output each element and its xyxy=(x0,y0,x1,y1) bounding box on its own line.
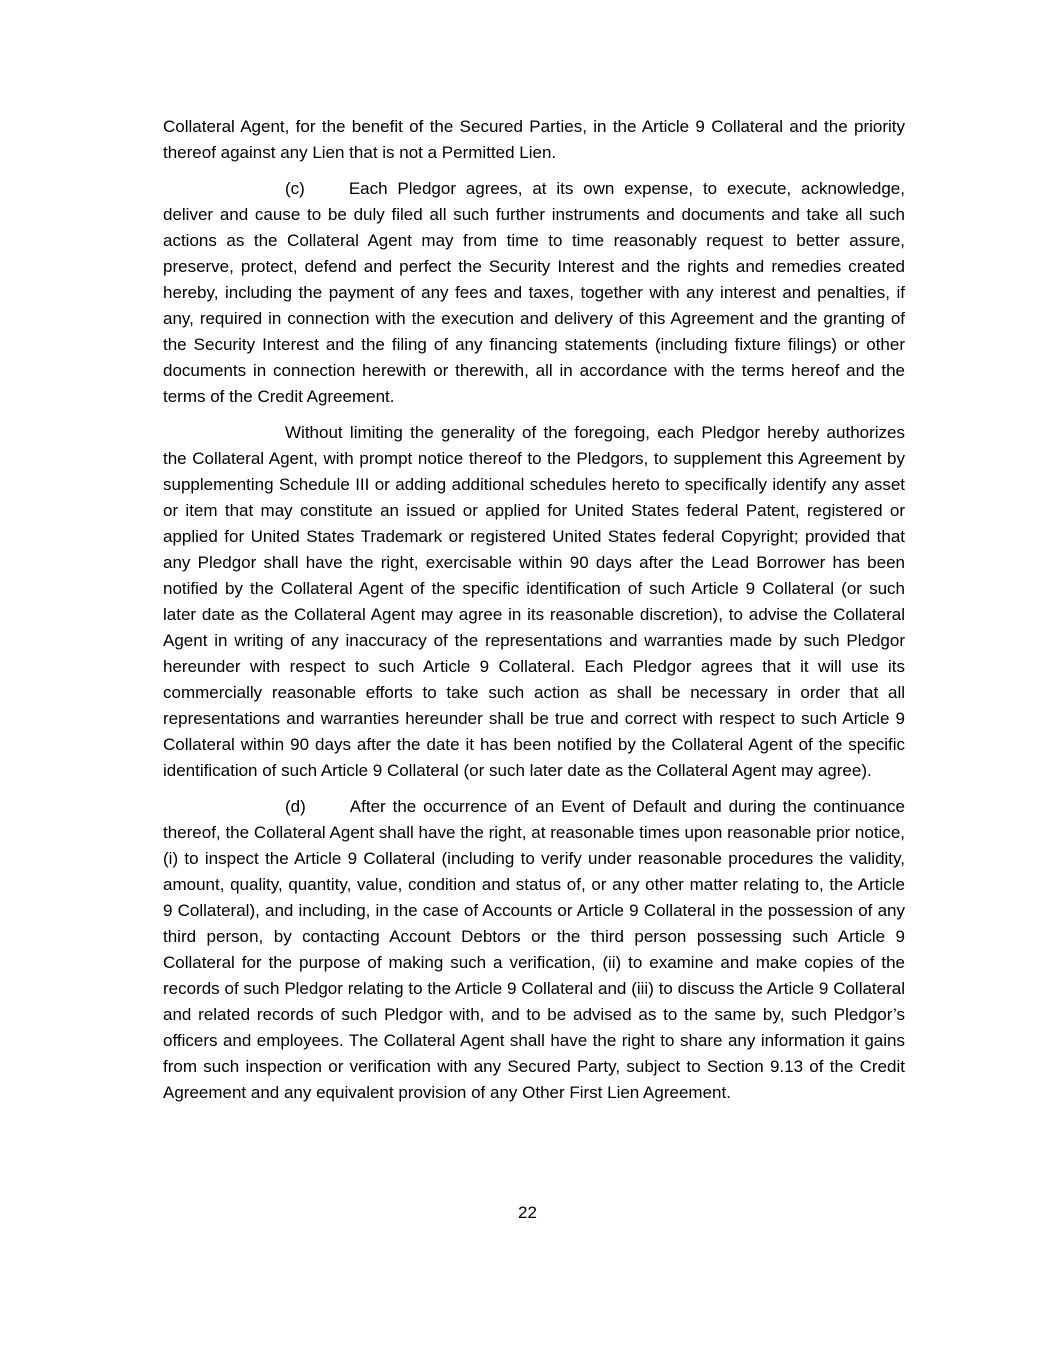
paragraph-c xyxy=(163,176,905,410)
paragraph-text: Without limiting the generality of the foregoing, each Pledgor hereby authorizes the Collateral Agent, with prompt notice thereof to the Pledgors, to supplement this Agreement by supplementing Schedule III or adding additional schedules hereto to specifically identify any asset or item that may constitute an issued or applied for United States federal Patent, registered or applied for United States Trademark or registered United States federal Copyright; provided that any Pledgor shall have the right, exercisable within 90 days after the Lead Borrower has been notified by the Collateral Agent of the specific identification of such Article 9 Collateral (or such later date as the Collateral Agent may agree in its reasonable discretion), to advise the Collateral Agent in writing of any inaccuracy of the representations and warranties made by such Pledgor hereunder with respect to such Article 9 Collateral. Each Pledgor agrees that it will use its commercially reasonable efforts to take such action as shall be necessary in order that all representations and warranties hereunder shall be true and correct with respect to such Article 9 Collateral within 90 days after the date it has been notified by the Collateral Agent of the specific identification of such Article 9 Collateral (or such later date as the Collateral Agent may agree). xyxy=(163,423,905,780)
paragraph-supplement xyxy=(163,420,905,784)
paragraph-text: Collateral Agent, for the benefit of the Secured Parties, in the Article 9 Collateral and the priority thereof against any Lien that is not a Permitted Lien. xyxy=(163,117,905,162)
paragraph-text: After the occurrence of an Event of Default and during the continuance thereof, the Collateral Agent shall have the right, at reasonable times upon reasonable prior notice, (i) to inspect the Article 9 Collateral (including to verify under reasonable procedures the validity, amount, quality, quantity, value, condition and status of, or any other matter relating to, the Article 9 Collateral), and including, in the case of Accounts or Article 9 Collateral in the possession of any third person, by contacting Account Debtors or the third person possessing such Article 9 Collateral for the purpose of making such a verification, (ii) to examine and make copies of the records of such Pledgor relating to the Article 9 Collateral and (iii) to discuss the Article 9 Collateral and related records of such Pledgor with, and to be advised as to the same by, such Pledgor’s officers and employees. The Collateral Agent shall have the right to share any information it gains from such inspection or verification with any Secured Party, subject to Section 9.13 of the Credit Agreement and any equivalent provision of any Other First Lien Agreement. xyxy=(163,797,905,1102)
paragraph-continuation xyxy=(163,114,905,166)
paragraph-d xyxy=(163,794,905,1106)
page-number: 22 xyxy=(518,1203,537,1222)
paragraph-text: Each Pledgor agrees, at its own expense, to execute, acknowledge, deliver and cause to be duly filed all such further instruments and documents and take all such actions as the Collateral Agent may from time to time reasonably request to better assure, preserve, protect, defend and perfect the Security Interest and the rights and remedies created hereby, including the payment of any fees and taxes, together with any interest and penalties, if any, required in connection with the execution and delivery of this Agreement and the granting of the Security Interest and the filing of any financing statements (including fixture filings) or other documents in connection herewith or therewith, all in accordance with the terms hereof and the terms of the Credit Agreement. xyxy=(163,179,905,406)
paragraph-label: (c) xyxy=(285,179,305,198)
paragraph-label: (d) xyxy=(285,797,306,816)
